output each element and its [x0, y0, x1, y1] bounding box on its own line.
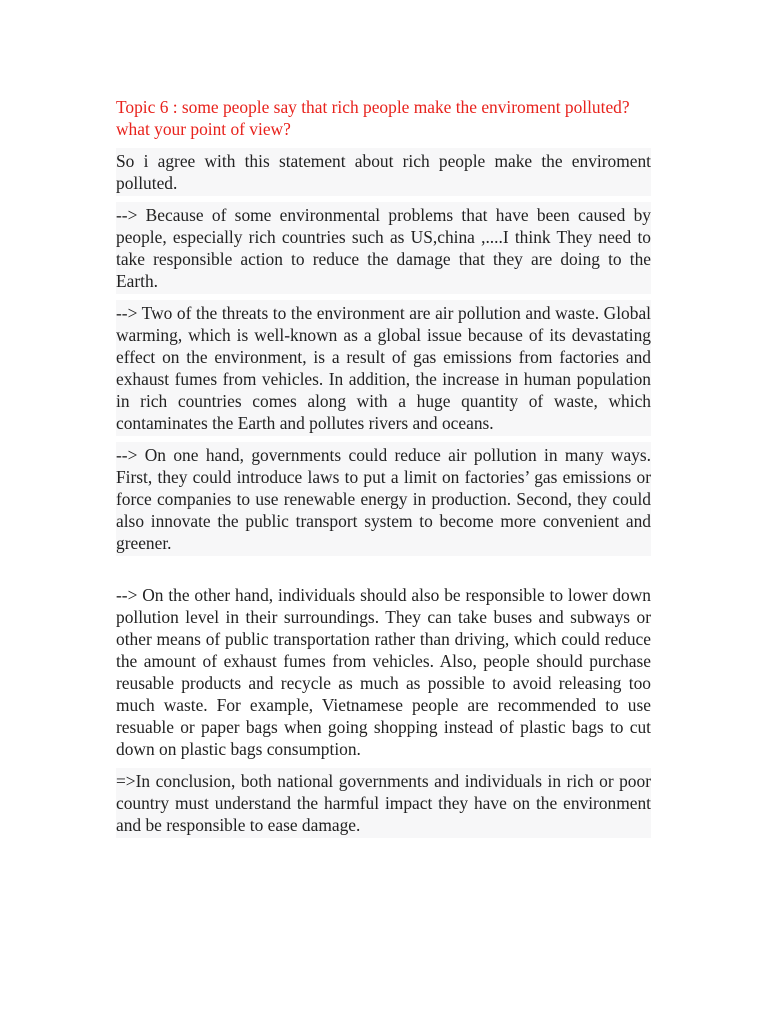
paragraph-conclusion: =>In conclusion, both national governments and individuals in rich or poor country must understand the harmful impact they have on the environment and be responsible to ease damage. — [116, 768, 651, 838]
paragraph-individuals: --> On the other hand, individuals should also be responsible to lower down pollution level in their surroundings. They can take buses and subways or other means of public transportation rather than driving, which could reduce the amount of exhaust fumes from vehicles. Also, people should purchase reusable products and recycle as much as possible to avoid releasing too much waste. For example, Vietnamese people are recommended to use resuable or paper bags when going shopping instead of plastic bags to cut down on plastic bags consumption. — [116, 582, 651, 762]
essay-page — [116, 94, 651, 844]
topic-heading: Topic 6 : some people say that rich people make the enviroment polluted?what your point of view? — [116, 97, 630, 139]
blank-line — [116, 562, 651, 582]
paragraph-governments: --> On one hand, governments could reduce air pollution in many ways. First, they could introduce laws to put a limit on factories’ gas emissions or force companies to use renewable energy in production. Second, they could also innovate the public transport system to become more convenient and greener. — [116, 442, 651, 556]
paragraph-causes: --> Because of some environmental problems that have been caused by people, especially rich countries such as US,china ,....I think They need to take responsible action to reduce the damage that they are doing to the Earth. — [116, 202, 651, 294]
opening-statement: So i agree with this statement about rich people make the enviroment polluted. — [116, 148, 651, 196]
paragraph-threats: --> Two of the threats to the environment are air pollution and waste. Global warming, which is well-known as a global issue because of its devastating effect on the environment, is a result of gas emissions from factories and exhaust fumes from vehicles. In addition, the increase in human population in rich countries comes along with a huge quantity of waste, which contaminates the Earth and pollutes rivers and oceans. — [116, 300, 651, 436]
